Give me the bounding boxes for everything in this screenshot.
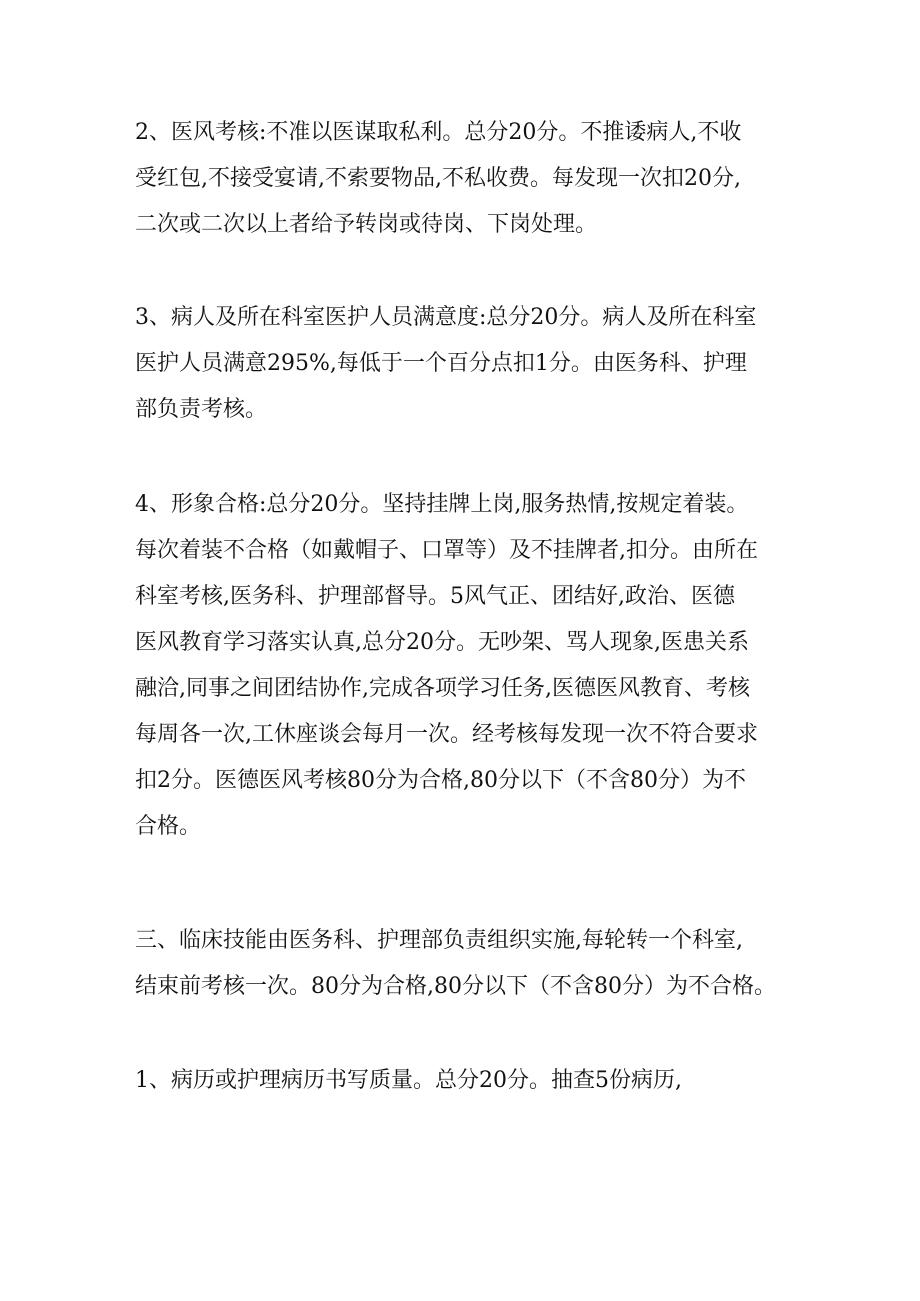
text-line: 三、临床技能由医务科、护理部负责组织实施,每轮转一个科室,: [135, 928, 743, 953]
paragraph-medical-ethics-assessment: [135, 110, 800, 248]
text-line: 结束前考核一次。80分为合格,80分以下（不含80分）为不合格。: [135, 974, 776, 999]
paragraph-image-assessment: [135, 482, 800, 850]
text-line: 合格。: [135, 814, 202, 839]
text-line: 融洽,同事之间团结协作,完成各项学习任务,医德医风教育、考核: [135, 676, 750, 701]
text-line: 受红包,不接受宴请,不索要物品,不私收费。每发现一次扣20分,: [135, 166, 741, 191]
text-line: 1、病历或护理病历书写质量。总分20分。抽查5份病历,: [135, 1068, 682, 1093]
text-line: 每周各一次,工休座谈会每月一次。经考核每发现一次不符合要求: [135, 722, 758, 747]
text-line: 科室考核,医务科、护理部督导。5风气正、团结好,政治、医德: [135, 584, 735, 609]
text-line: 二次或二次以上者给予转岗或待岗、下岗处理。: [135, 212, 598, 237]
text-line: 3、病人及所在科室医护人员满意度:总分20分。病人及所在科室: [135, 305, 757, 330]
text-line: 扣2分。医德医风考核80分为合格,80分以下（不含80分）为不: [135, 768, 746, 793]
text-line: 医护人员满意295%,每低于一个百分点扣1分。由医务科、护理: [135, 351, 747, 376]
text-line: 每次着装不合格（如戴帽子、口罩等）及不挂牌者,扣分。由所在: [135, 538, 758, 563]
text-line: 部负责考核。: [135, 397, 268, 422]
paragraph-satisfaction-assessment: [135, 295, 800, 433]
text-line: 4、形象合格:总分20分。坚持挂牌上岗,服务热情,按规定着装。: [135, 492, 749, 517]
paragraph-clinical-skills: [135, 918, 800, 1010]
text-line: 2、医风考核:不准以医谋取私利。总分20分。不推诿病人,不收: [135, 120, 742, 145]
paragraph-record-quality: [135, 1058, 800, 1104]
text-line: 医风教育学习落实认真,总分20分。无吵架、骂人现象,医患关系: [135, 630, 749, 655]
